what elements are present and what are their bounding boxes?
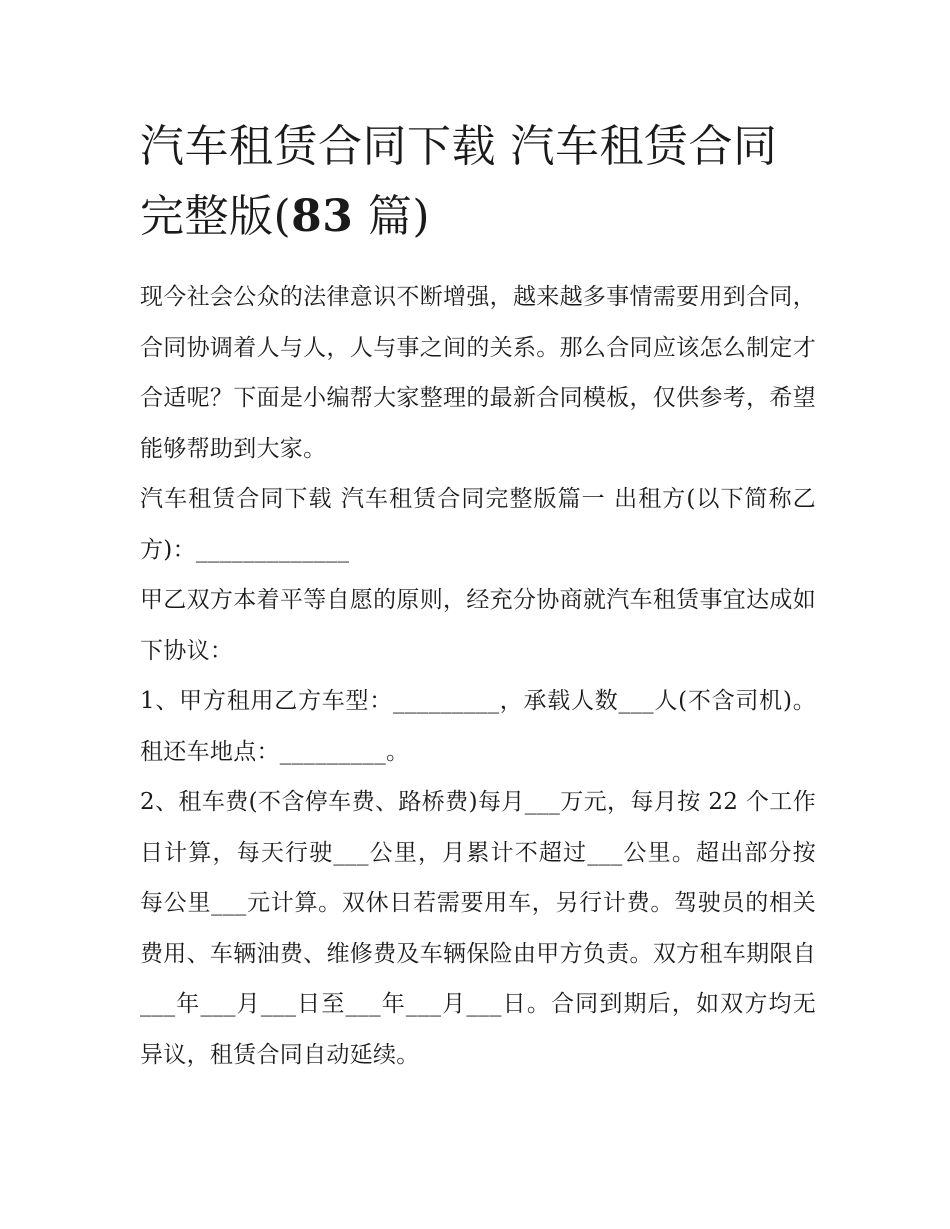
title-text-start: 汽车租赁合同下载 汽车租赁合同完整版(	[140, 121, 778, 242]
title-count: 83	[291, 191, 354, 242]
title-text-end: 篇)	[353, 191, 431, 242]
intro-paragraph: 现今社会公众的法律意识不断增强，越来越多事情需要用到合同，合同协调着人与人，人与事之间的关系。那么合同应该怎么制定才合适呢？下面是小编帮大家整理的最新合同模板，仅供参考，希望能够帮助到大家。	[140, 284, 816, 462]
document-body	[140, 112, 816, 1080]
agreement-preamble: 甲乙双方本着平等自愿的原则，经充分协商就汽车租赁事宜达成如下协议：	[140, 587, 816, 664]
document-title	[140, 112, 816, 252]
clause-1: 1、甲方租用乙方车型：_________，承载人数___人(不含司机)。租还车地点：_________。	[140, 688, 816, 765]
clause-2: 2、租车费(不含停车费、路桥费)每月___万元，每月按 22 个工作日计算，每天行驶___公里，月累计不超过___公里。超出部分按每公里___元计算。双休日若需要用车，另行计费。驾驶员的相关费用、车辆油费、维修费及车辆保险由甲方负责。双方租车期限自___年___月___日至___年___月___日。合同到期后，如双方均无异议，租赁合同自动延续。	[140, 789, 816, 1068]
section-heading-paragraph: 汽车租赁合同下载 汽车租赁合同完整版篇一 出租方(以下简称乙方)：_____________	[140, 486, 816, 563]
